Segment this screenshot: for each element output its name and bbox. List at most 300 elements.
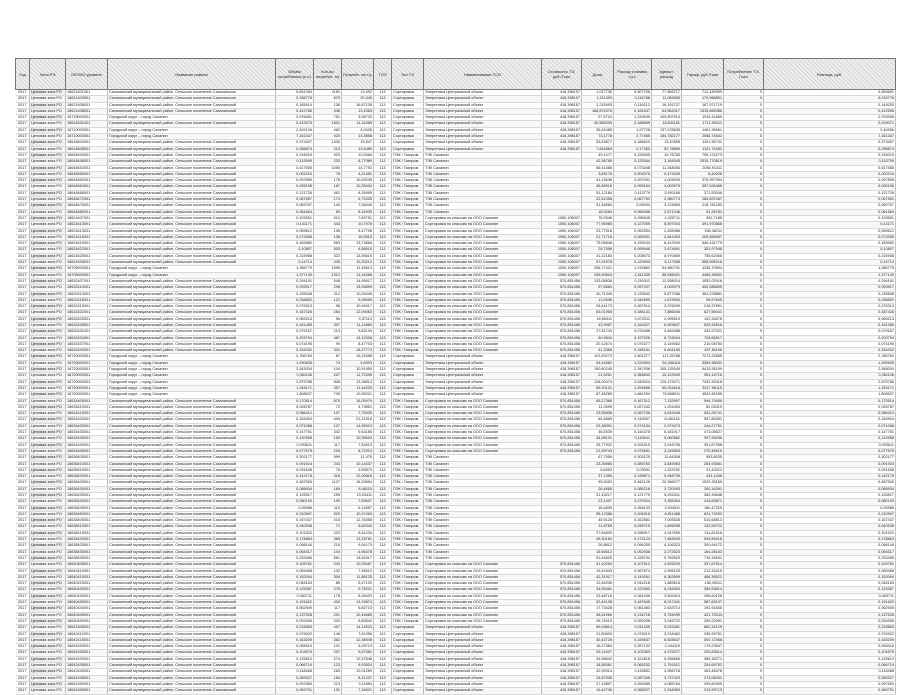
- table-cell[interactable]: 418,398157: [542, 140, 582, 146]
- table-cell[interactable]: 0,507706: [614, 90, 652, 96]
- table-cell[interactable]: ПЭК / Газпром: [392, 423, 424, 429]
- table-cell[interactable]: Сахалинский муниципальный район, Сельское поселение Сахалинское: [108, 90, 276, 96]
- table-cell[interactable]: 18648472001: [66, 197, 108, 203]
- table-cell[interactable]: 418,398157: [542, 90, 582, 96]
- table-cell[interactable]: 0,487526: [764, 480, 896, 486]
- table-cell[interactable]: Сортировка: [392, 354, 424, 360]
- table-cell[interactable]: Ценовая зона РО: [30, 341, 66, 347]
- table-cell[interactable]: 0,286874: [276, 146, 314, 152]
- table-cell[interactable]: 0,125344: [614, 159, 652, 165]
- table-cell[interactable]: Сахалинский муниципальный район, Сельское поселение Сахалинский: [108, 411, 276, 417]
- table-cell[interactable]: 0,076313: [276, 304, 314, 310]
- table-cell[interactable]: 7,75935: [342, 411, 374, 417]
- table-cell[interactable]: Энергетика Центральный объект: [424, 669, 542, 675]
- table-cell[interactable]: 2017: [16, 543, 30, 549]
- table-cell[interactable]: 113: [374, 530, 392, 536]
- table-cell[interactable]: 415: [314, 518, 342, 524]
- table-cell[interactable]: Сахалинский муниципальный район, Сельское поселение Сахалинский: [108, 562, 276, 568]
- table-cell[interactable]: 0: [724, 455, 764, 461]
- table-cell[interactable]: 0: [724, 555, 764, 561]
- table-cell[interactable]: 113: [374, 398, 392, 404]
- table-cell[interactable]: 561: [314, 555, 342, 561]
- table-cell[interactable]: 12,09463: [342, 310, 374, 316]
- table-cell[interactable]: Энергетика Центральный объект: [424, 96, 542, 102]
- table-cell[interactable]: 371,53046: [682, 190, 724, 196]
- table-cell[interactable]: 0,122816: [614, 656, 652, 662]
- table-cell[interactable]: 0,097653: [764, 681, 896, 687]
- table-cell[interactable]: 213: [314, 329, 342, 335]
- table-cell[interactable]: 8,26995: [342, 190, 374, 196]
- table-cell[interactable]: 0,167312: [614, 398, 652, 404]
- table-cell[interactable]: 18720000001: [66, 360, 108, 366]
- table-cell[interactable]: Сортировка по классам на ООО Сахалин: [424, 322, 542, 328]
- table-cell[interactable]: Городской округ – город Сахалин: [108, 379, 276, 385]
- table-cell[interactable]: 113: [374, 316, 392, 322]
- table-cell[interactable]: 1050,106007: [542, 247, 582, 253]
- table-cell[interactable]: Сахалинский муниципальный район, Сельское поселение Сахалинский: [108, 467, 276, 473]
- table-cell[interactable]: Энергетика Центральный объект: [424, 140, 542, 146]
- table-cell[interactable]: Сахалинский муниципальный район, Сельское поселение Сахалинский: [108, 165, 276, 171]
- table-cell[interactable]: 18720000001: [66, 379, 108, 385]
- table-cell[interactable]: 19,41843: [582, 568, 614, 574]
- table-cell[interactable]: 418,398157: [542, 681, 582, 687]
- table-cell[interactable]: 190: [314, 499, 342, 505]
- table-cell[interactable]: 0,191622: [276, 600, 314, 606]
- table-cell[interactable]: 215: [314, 543, 342, 549]
- table-cell[interactable]: ТЭК Сахалин: [424, 474, 542, 480]
- table-cell[interactable]: 60,9844: [582, 335, 614, 341]
- table-cell[interactable]: 2017: [16, 688, 30, 694]
- table-cell[interactable]: Энергетика Центральный объект: [424, 134, 542, 140]
- table-cell[interactable]: 418,398157: [542, 367, 582, 373]
- table-cell[interactable]: 18616431001: [66, 121, 108, 127]
- table-cell[interactable]: 7,59637: [342, 499, 374, 505]
- table-cell[interactable]: 18636450001: [66, 511, 108, 517]
- table-cell[interactable]: 0,099164: [614, 184, 652, 190]
- table-cell[interactable]: 9,37114: [342, 316, 374, 322]
- table-cell[interactable]: 570,851456: [542, 612, 582, 618]
- table-cell[interactable]: Сортировка по классам на ООО Сахалин: [424, 587, 542, 593]
- column-header[interactable]: Расход топлива, т.у.т.: [614, 59, 652, 90]
- table-cell[interactable]: 2017: [16, 637, 30, 643]
- table-cell[interactable]: Сортировка по классам на ООО Сахалин: [424, 228, 542, 234]
- table-cell[interactable]: 311,81516: [682, 530, 724, 536]
- table-cell[interactable]: 113: [374, 121, 392, 127]
- table-cell[interactable]: 2,879786: [764, 379, 896, 385]
- table-cell[interactable]: 0,197926: [614, 335, 652, 341]
- table-cell[interactable]: 113: [374, 480, 392, 486]
- table-cell[interactable]: Сахалинский муниципальный район, Сельское поселение Сахалинский: [108, 253, 276, 259]
- table-cell[interactable]: 435: [314, 260, 342, 266]
- table-cell[interactable]: 14,95913: [342, 423, 374, 429]
- table-cell[interactable]: 18634410001: [66, 404, 108, 410]
- table-cell[interactable]: 0,373407: [276, 140, 314, 146]
- table-cell[interactable]: 18634405001: [66, 398, 108, 404]
- table-cell[interactable]: 13,10595: [652, 140, 682, 146]
- table-cell[interactable]: 404: [314, 417, 342, 423]
- table-cell[interactable]: 0,004375: [614, 171, 652, 177]
- table-cell[interactable]: 5,948739: [652, 474, 682, 480]
- table-cell[interactable]: Сортировка по классам на ООО Сахалин: [424, 417, 542, 423]
- table-cell[interactable]: 2017: [16, 587, 30, 593]
- table-cell[interactable]: 0,294191: [276, 278, 314, 284]
- table-cell[interactable]: 3,945722: [652, 618, 682, 624]
- table-cell[interactable]: Ценовая зона РО: [30, 165, 66, 171]
- table-cell[interactable]: 23,38391: [582, 423, 614, 429]
- table-cell[interactable]: 45,9126: [582, 518, 614, 524]
- table-cell[interactable]: Сахалинский муниципальный район, Сельское поселение Сахалинский: [108, 291, 276, 297]
- table-cell[interactable]: 18632425001: [66, 316, 108, 322]
- table-cell[interactable]: 0,073265: [276, 234, 314, 240]
- table-cell[interactable]: Сахалинский муниципальный район, Сельское поселение Сахалинский: [108, 322, 276, 328]
- table-cell[interactable]: 67,7556: [582, 455, 614, 461]
- table-cell[interactable]: 365: [314, 537, 342, 543]
- table-cell[interactable]: ТЭК Сахалин: [424, 197, 542, 203]
- table-cell[interactable]: Ценовая зона РО: [30, 587, 66, 593]
- table-cell[interactable]: 570,851456: [542, 341, 582, 347]
- table-cell[interactable]: 8,6553: [582, 467, 614, 473]
- table-cell[interactable]: Сахалинский муниципальный район, Сельское поселение Сахалинский: [108, 404, 276, 410]
- table-cell[interactable]: 0,631394: [276, 90, 314, 96]
- table-cell[interactable]: 631,73052: [682, 511, 724, 517]
- table-cell[interactable]: 375,997394: [682, 178, 724, 184]
- table-cell[interactable]: 1529,33165: [682, 480, 724, 486]
- table-cell[interactable]: 2017: [16, 146, 30, 152]
- table-cell[interactable]: Сортировка: [392, 367, 424, 373]
- table-cell[interactable]: 0,203794: [764, 335, 896, 341]
- table-cell[interactable]: 2017: [16, 511, 30, 517]
- table-cell[interactable]: 0,069213: [764, 316, 896, 322]
- table-cell[interactable]: 18632422001: [66, 310, 108, 316]
- table-cell[interactable]: 570,851456: [542, 310, 582, 316]
- table-cell[interactable]: Сортировка по классам на ООО Сахалин: [424, 253, 542, 259]
- table-cell[interactable]: 2017: [16, 360, 30, 366]
- table-cell[interactable]: 587,63107: [682, 600, 724, 606]
- table-cell[interactable]: ПЭК / Газпром: [392, 266, 424, 272]
- table-cell[interactable]: 18638410001: [66, 524, 108, 530]
- table-cell[interactable]: 2017: [16, 505, 30, 511]
- table-cell[interactable]: 0,094306: [764, 618, 896, 624]
- table-cell[interactable]: ПЭК / Газпром: [392, 241, 424, 247]
- table-cell[interactable]: 570,851456: [542, 442, 582, 448]
- table-cell[interactable]: 2017: [16, 669, 30, 675]
- table-cell[interactable]: 0: [724, 266, 764, 272]
- table-cell[interactable]: 150,60245: [582, 367, 614, 373]
- table-cell[interactable]: 570,851456: [542, 581, 582, 587]
- table-cell[interactable]: 0: [724, 644, 764, 650]
- table-cell[interactable]: ТЭК Сахалин: [424, 171, 542, 177]
- table-cell[interactable]: 113: [374, 115, 392, 121]
- table-cell[interactable]: 26,74019: [582, 618, 614, 624]
- table-cell[interactable]: 7,161347: [276, 134, 314, 140]
- table-cell[interactable]: 8,40026: [682, 171, 724, 177]
- table-cell[interactable]: ПЭК / Газпром: [392, 253, 424, 259]
- table-cell[interactable]: Сортировка: [392, 373, 424, 379]
- table-cell[interactable]: 2017: [16, 480, 30, 486]
- table-cell[interactable]: 316: [314, 474, 342, 480]
- table-cell[interactable]: Сахалинский муниципальный район, Сельское поселение Сахалинский: [108, 448, 276, 454]
- table-cell[interactable]: 6,604183: [652, 348, 682, 354]
- table-cell[interactable]: 75,668011: [652, 392, 682, 398]
- table-cell[interactable]: 0,063691: [764, 90, 896, 96]
- table-cell[interactable]: 418,398157: [542, 354, 582, 360]
- table-cell[interactable]: 0,142176: [764, 474, 896, 480]
- table-cell[interactable]: Сортировка по классам на ООО Сахалин: [424, 348, 542, 354]
- table-cell[interactable]: ПЭК / Газпром: [392, 530, 424, 536]
- table-cell[interactable]: 169: [314, 486, 342, 492]
- table-cell[interactable]: 0,073265: [764, 234, 896, 240]
- table-cell[interactable]: 0: [724, 524, 764, 530]
- table-cell[interactable]: Ценовая зона РО: [30, 354, 66, 360]
- table-cell[interactable]: ПЭК / Газпром: [392, 455, 424, 461]
- table-cell[interactable]: 14,12008: [342, 335, 374, 341]
- table-cell[interactable]: 418,398157: [542, 631, 582, 637]
- table-cell[interactable]: 18640435001: [66, 600, 108, 606]
- table-cell[interactable]: 2017: [16, 574, 30, 580]
- table-cell[interactable]: ПЭК / Газпром: [392, 430, 424, 436]
- table-cell[interactable]: 11,2695: [582, 404, 614, 410]
- table-cell[interactable]: 0: [724, 606, 764, 612]
- table-cell[interactable]: 138: [314, 234, 342, 240]
- table-cell[interactable]: 627,56041: [682, 310, 724, 316]
- table-cell[interactable]: 0,17353: [614, 146, 652, 152]
- table-cell[interactable]: 2017: [16, 392, 30, 398]
- table-cell[interactable]: Сахалинский муниципальный район, Сельское поселение Сахалинский: [108, 637, 276, 643]
- table-cell[interactable]: ПЭК / Газпром: [392, 159, 424, 165]
- table-cell[interactable]: 920: [314, 134, 342, 140]
- table-cell[interactable]: 18642435001: [66, 663, 108, 669]
- table-cell[interactable]: 0: [724, 486, 764, 492]
- table-cell[interactable]: 8,017341: [652, 600, 682, 606]
- table-cell[interactable]: Сахалинский муниципальный район, Сельское поселение Сахалинский: [108, 499, 276, 505]
- table-cell[interactable]: 1,377139: [276, 272, 314, 278]
- table-cell[interactable]: Ценовая зона РО: [30, 90, 66, 96]
- table-cell[interactable]: 3,164545: [652, 159, 682, 165]
- table-cell[interactable]: 2017: [16, 341, 30, 347]
- table-cell[interactable]: ПЭК / Газпром: [392, 587, 424, 593]
- table-cell[interactable]: 2017: [16, 241, 30, 247]
- table-cell[interactable]: 0,069213: [276, 316, 314, 322]
- table-cell[interactable]: Сахалинский муниципальный район, Сельское поселение Сахалинский: [108, 209, 276, 215]
- table-cell[interactable]: 113: [374, 581, 392, 587]
- table-cell[interactable]: 9,769523: [652, 555, 682, 561]
- table-cell[interactable]: 18648440001: [66, 152, 108, 158]
- table-cell[interactable]: 179,23547: [682, 644, 724, 650]
- table-cell[interactable]: 0: [724, 398, 764, 404]
- table-cell[interactable]: 18648452001: [66, 165, 108, 171]
- table-cell[interactable]: 2,633714: [652, 606, 682, 612]
- table-cell[interactable]: 716,16541: [682, 555, 724, 561]
- table-cell[interactable]: 20,396977: [652, 480, 682, 486]
- table-cell[interactable]: Ценовая зона РО: [30, 152, 66, 158]
- table-cell[interactable]: 0,167437: [764, 518, 896, 524]
- table-cell[interactable]: 113: [374, 134, 392, 140]
- table-cell[interactable]: 2,791521: [652, 663, 682, 669]
- table-cell[interactable]: 2,504511: [652, 505, 682, 511]
- table-cell[interactable]: 0,109781: [764, 562, 896, 568]
- table-cell[interactable]: 233: [314, 159, 342, 165]
- table-cell[interactable]: 10,35693: [342, 436, 374, 442]
- table-cell[interactable]: 0: [724, 631, 764, 637]
- table-cell[interactable]: Сахалинский муниципальный район, Сельское поселение Сахалинский: [108, 549, 276, 555]
- table-cell[interactable]: 6,828637: [652, 637, 682, 643]
- table-cell[interactable]: ПЭК / Газпром: [392, 322, 424, 328]
- table-cell[interactable]: Сахалинский муниципальный район, Сельское поселение Сахалинский: [108, 108, 276, 114]
- table-cell[interactable]: 0,195244: [614, 241, 652, 247]
- table-cell[interactable]: 7,61356: [342, 631, 374, 637]
- table-cell[interactable]: Ценовая зона РО: [30, 278, 66, 284]
- table-cell[interactable]: 0,061664: [764, 209, 896, 215]
- table-cell[interactable]: ТЭК Сахалин: [424, 178, 542, 184]
- table-cell[interactable]: Ценовая зона РО: [30, 442, 66, 448]
- table-cell[interactable]: 575: [314, 96, 342, 102]
- table-cell[interactable]: 244,27751: [682, 423, 724, 429]
- table-cell[interactable]: 1050,106007: [542, 222, 582, 228]
- table-cell[interactable]: 0: [724, 272, 764, 278]
- table-cell[interactable]: 32,99314: [582, 669, 614, 675]
- table-cell[interactable]: 18648480001: [66, 209, 108, 215]
- table-cell[interactable]: 0,058416: [276, 644, 314, 650]
- table-cell[interactable]: 0,412786: [276, 108, 314, 114]
- table-cell[interactable]: 4532,81535: [682, 392, 724, 398]
- table-cell[interactable]: 18632437001: [66, 341, 108, 347]
- table-cell[interactable]: 13,492: [342, 90, 374, 96]
- table-cell[interactable]: 520: [314, 511, 342, 517]
- table-cell[interactable]: 10,14437: [342, 461, 374, 467]
- table-cell[interactable]: Сахалинский муниципальный район, Сельское поселение Сахалинский: [108, 304, 276, 310]
- table-cell[interactable]: 2,543034: [276, 367, 314, 373]
- table-cell[interactable]: 42,31917: [582, 574, 614, 580]
- table-cell[interactable]: 320,83614: [682, 650, 724, 656]
- column-header[interactable]: ТСО: [374, 59, 392, 90]
- table-cell[interactable]: ПЭК / Газпром: [392, 593, 424, 599]
- table-cell[interactable]: 63,01966: [582, 310, 614, 316]
- table-cell[interactable]: 95,57645: [682, 297, 724, 303]
- table-cell[interactable]: 2017: [16, 190, 30, 196]
- table-cell[interactable]: Сахалинский муниципальный район, Сельское поселение Сахалинский: [108, 681, 276, 687]
- table-cell[interactable]: Ценовая зона РО: [30, 385, 66, 391]
- table-cell[interactable]: 0,210597: [276, 511, 314, 517]
- table-cell[interactable]: ПЭК / Газпром: [392, 247, 424, 253]
- table-cell[interactable]: 0,215958: [764, 253, 896, 259]
- table-cell[interactable]: 0,161485: [764, 322, 896, 328]
- table-cell[interactable]: 0,06944: [614, 203, 652, 209]
- table-cell[interactable]: 37,1356: [582, 474, 614, 480]
- table-cell[interactable]: 0,135548: [764, 291, 896, 297]
- table-cell[interactable]: 6415,55199: [682, 367, 724, 373]
- table-cell[interactable]: ПЭК / Газпром: [392, 178, 424, 184]
- table-cell[interactable]: 113: [374, 354, 392, 360]
- table-cell[interactable]: Городской округ – город Сахалин: [108, 134, 276, 140]
- table-cell[interactable]: 0: [724, 115, 764, 121]
- table-cell[interactable]: 120,59722: [682, 524, 724, 530]
- table-cell[interactable]: 1127: [314, 480, 342, 486]
- table-cell[interactable]: 2017: [16, 127, 30, 133]
- table-cell[interactable]: Сортировка по классам на ООО Сахалин: [424, 316, 542, 322]
- table-cell[interactable]: 570,851456: [542, 436, 582, 442]
- table-cell[interactable]: 243: [314, 562, 342, 568]
- table-cell[interactable]: 0,040538: [276, 524, 314, 530]
- table-cell[interactable]: ПЭК / Газпром: [392, 234, 424, 240]
- table-cell[interactable]: 5,754099: [652, 612, 682, 618]
- table-cell[interactable]: ПЭК / Газпром: [392, 461, 424, 467]
- table-cell[interactable]: Ценовая зона РО: [30, 574, 66, 580]
- table-cell[interactable]: Ценовая зона РО: [30, 203, 66, 209]
- table-cell[interactable]: 0,154904: [276, 417, 314, 423]
- table-cell[interactable]: 0,061664: [276, 209, 314, 215]
- table-cell[interactable]: 0,05986: [276, 505, 314, 511]
- table-cell[interactable]: 131: [314, 688, 342, 694]
- table-cell[interactable]: 2,786784: [276, 354, 314, 360]
- table-cell[interactable]: 463,978881: [682, 291, 724, 297]
- table-cell[interactable]: Энергетика Центральный объект: [424, 379, 542, 385]
- table-cell[interactable]: 0,135548: [276, 291, 314, 297]
- table-cell[interactable]: 3,502414: [652, 593, 682, 599]
- table-cell[interactable]: 0,419375: [276, 121, 314, 127]
- table-cell[interactable]: Сахалинский муниципальный район, Сельское поселение Сахалинский: [108, 152, 276, 158]
- table-cell[interactable]: 6,181917: [652, 430, 682, 436]
- table-cell[interactable]: 0,156161: [614, 348, 652, 354]
- table-cell[interactable]: 45,43728: [582, 637, 614, 643]
- table-cell[interactable]: Сортировка по классам на ООО Сахалин: [424, 600, 542, 606]
- table-cell[interactable]: ТЭК Сахалин: [424, 190, 542, 196]
- table-cell[interactable]: 113: [374, 675, 392, 681]
- table-cell[interactable]: 0,015776: [764, 96, 896, 102]
- table-cell[interactable]: 2017: [16, 152, 30, 158]
- table-cell[interactable]: 1050,106007: [542, 272, 582, 278]
- table-cell[interactable]: 23,26985: [582, 461, 614, 467]
- table-cell[interactable]: Сахалинский муниципальный район, Сельское поселение Сахалинский: [108, 474, 276, 480]
- table-cell[interactable]: 487: [314, 335, 342, 341]
- table-cell[interactable]: 113: [374, 467, 392, 473]
- table-cell[interactable]: 113: [374, 625, 392, 631]
- table-cell[interactable]: 462: [314, 127, 342, 133]
- table-cell[interactable]: Ценовая зона РО: [30, 430, 66, 436]
- table-cell[interactable]: 49,30182: [582, 537, 614, 543]
- table-cell[interactable]: 0,069458: [764, 568, 896, 574]
- table-cell[interactable]: 0: [724, 669, 764, 675]
- table-cell[interactable]: 0,080193: [276, 499, 314, 505]
- table-cell[interactable]: 0: [724, 228, 764, 234]
- table-cell[interactable]: ПЭК / Газпром: [392, 203, 424, 209]
- table-cell[interactable]: 5,255665: [652, 656, 682, 662]
- table-cell[interactable]: Сортировка по классам на ООО Сахалин: [424, 568, 542, 574]
- table-cell[interactable]: Сортировка: [392, 392, 424, 398]
- table-cell[interactable]: ТЭК Сахалин: [424, 184, 542, 190]
- table-cell[interactable]: Сахалинский муниципальный район, Сельское поселение Сахалинский: [108, 644, 276, 650]
- table-cell[interactable]: Сахалинский муниципальный район, Сельское поселение Сахалинский: [108, 215, 276, 221]
- table-cell[interactable]: 0,134718: [614, 612, 652, 618]
- table-cell[interactable]: ПЭК / Газпром: [392, 285, 424, 291]
- table-cell[interactable]: 2017: [16, 316, 30, 322]
- table-cell[interactable]: 55,024618: [652, 385, 682, 391]
- table-cell[interactable]: Ценовая зона РО: [30, 291, 66, 297]
- table-cell[interactable]: Сахалинский муниципальный район, Сельское поселение Сахалинский: [108, 656, 276, 662]
- table-cell[interactable]: 0: [724, 310, 764, 316]
- table-cell[interactable]: Сортировка по классам на ООО Сахалин: [424, 215, 542, 221]
- table-cell[interactable]: 36,62485: [582, 127, 614, 133]
- table-cell[interactable]: 0: [724, 600, 764, 606]
- table-cell[interactable]: 473,05627: [682, 430, 724, 436]
- table-cell[interactable]: 0,163209: [764, 637, 896, 643]
- table-cell[interactable]: 0,178863: [764, 537, 896, 543]
- table-cell[interactable]: 2017: [16, 467, 30, 473]
- table-cell[interactable]: 256,77421: [582, 266, 614, 272]
- table-cell[interactable]: 12,00816: [342, 474, 374, 480]
- table-cell[interactable]: ПЭК / Газпром: [392, 404, 424, 410]
- table-cell[interactable]: Сахалинский муниципальный район, Сельское поселение Сахалинский: [108, 159, 276, 165]
- table-cell[interactable]: Ценовая зона РО: [30, 562, 66, 568]
